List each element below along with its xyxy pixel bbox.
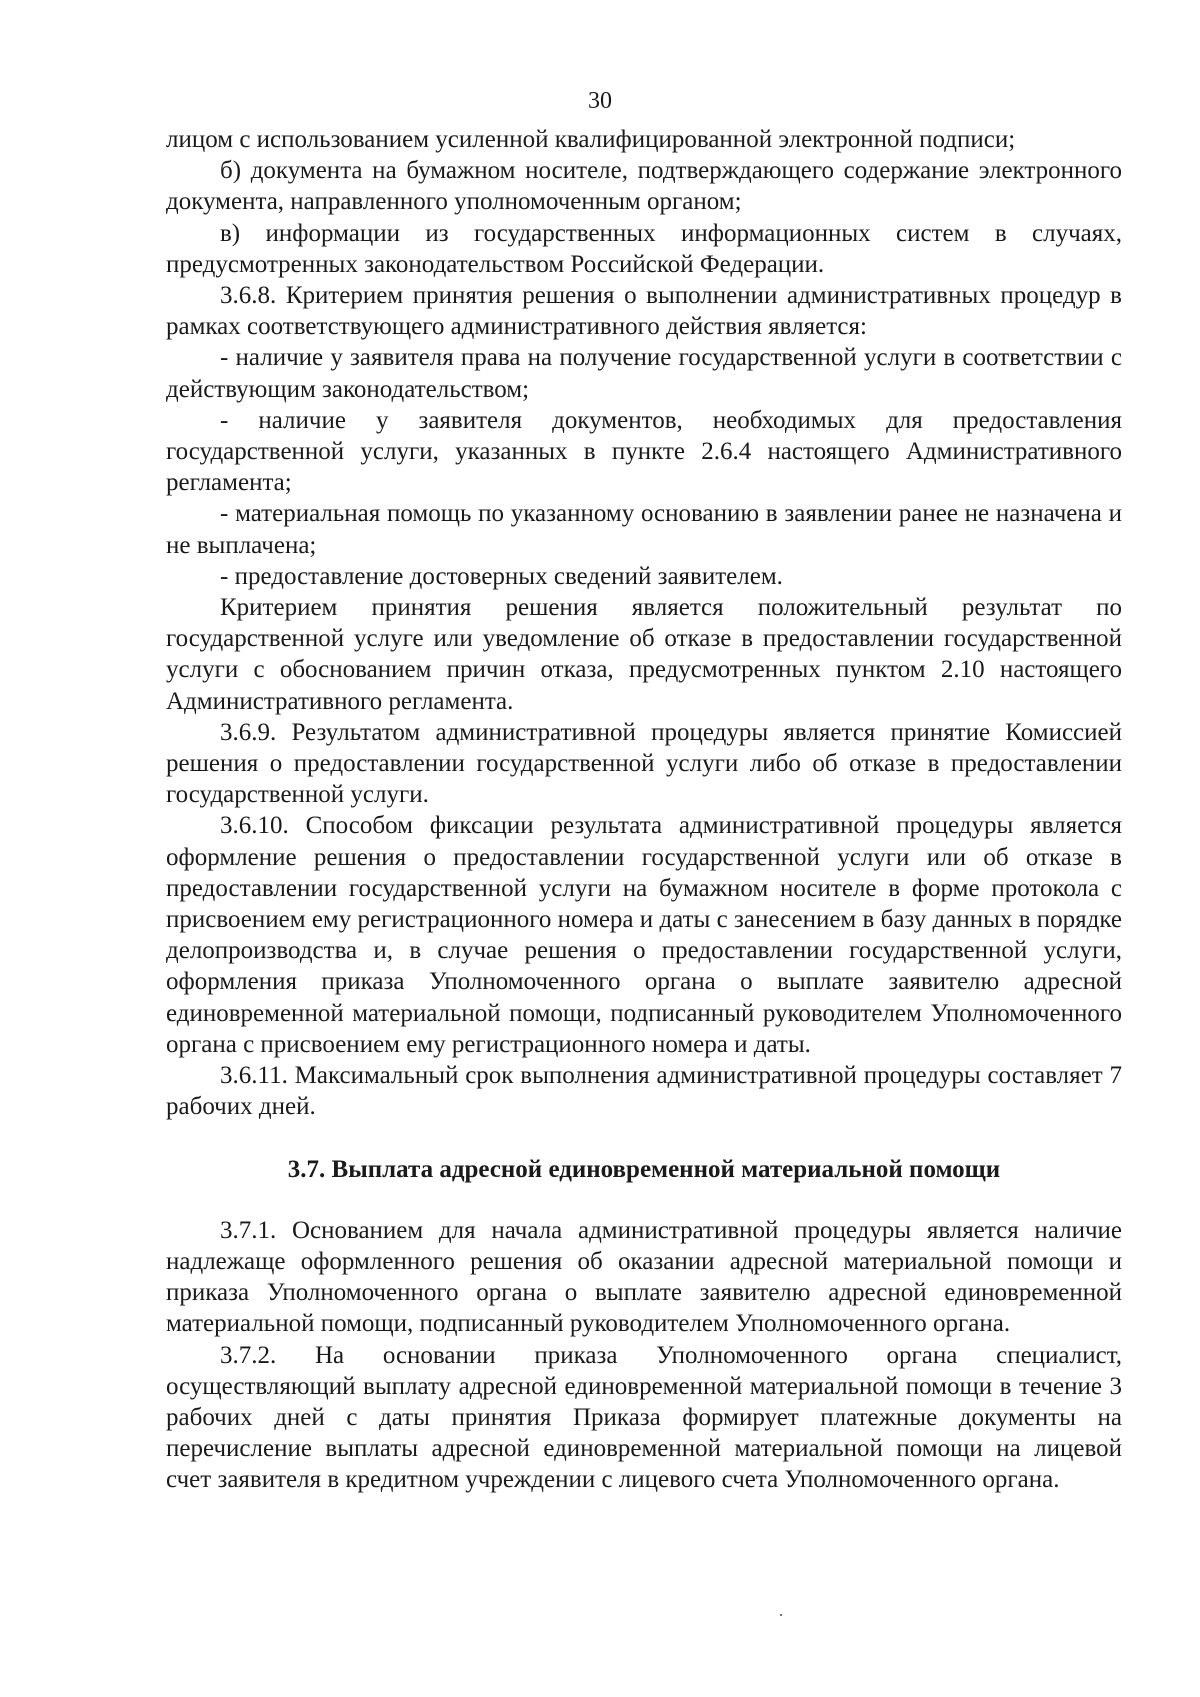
paragraph: 3.6.8. Критерием принятия решения о выполнении административных процедур в рамках соответствующего административного действия является: <box>166 282 1122 341</box>
paragraph: Критерием принятия решения является положительный результат по государственной услуге или уведомление об отказе в предоставлении государственной услуги с обоснованием причин отказа, предусмотренных пунктом 2.10 настоящего Административного регламента. <box>166 594 1122 715</box>
scan-speck <box>780 1614 782 1616</box>
paragraph: - наличие у заявителя права на получение государственной услуги в соответствии с действующим законодательством; <box>166 344 1122 403</box>
page-number: 30 <box>588 88 612 114</box>
paragraph: - наличие у заявителя документов, необходимых для предоставления государственной услуги, указанных в пункте 2.6.4 настоящего Административного регламента; <box>166 406 1122 497</box>
paragraph: - предоставление достоверных сведений заявителем. <box>220 562 783 590</box>
paragraph: б) документа на бумажном носителе, подтверждающего содержание электронного документа, направленного уполномоченным органом; <box>166 157 1122 216</box>
document-body <box>166 124 1122 1496</box>
paragraph: 3.6.9. Результатом административной процедуры является принятие Комиссией решения о предоставлении государственной услуги либо об отказе в предоставлении государственной услуги. <box>166 718 1122 809</box>
paragraph: 3.7.1. Основанием для начала административной процедуры является наличие надлежаще оформленного решения об оказании адресной материальной помощи и приказа Уполномоченного органа о выплате заявителю адресной единовременной материальной помощи, подписанный руководителем Уполномоченного органа. <box>166 1216 1122 1338</box>
paragraph: в) информации из государственных информационных систем в случаях, предусмотренных законодательством Российской Федерации. <box>166 219 1122 278</box>
paragraph: 3.6.10. Способом фиксации результата административной процедуры является оформление решения о предоставлении государственной услуги или об отказе в предоставлении государственной услуги на бумажном носителе в форме протокола с присвоением ему регистрационного номера и даты с занесением в базу данных в порядке делопроизводства и, в случае решения о предоставлении государственной услуги, оформления приказа Уполномоченного органа о выплате заявителю адресной единовременной материальной помощи, подписанный руководителем Уполномоченного органа с присвоением ему регистрационного номера и даты. <box>166 812 1122 1058</box>
paragraph: 3.7.2. На основании приказа Уполномоченного органа специалист, осуществляющий выплату адресной единовременной материальной помощи в течение 3 рабочих дней с даты принятия Приказа формирует платежные документы на перечисление выплаты адресной единовременной материальной помощи на лицевой счет заявителя в кредитном учреждении с лицевого счета Уполномоченного органа. <box>166 1341 1122 1494</box>
paragraph: 3.6.11. Максимальный срок выполнения административной процедуры составляет 7 рабочих дней. <box>166 1062 1122 1121</box>
paragraph: лицом с использованием усиленной квалифицированной электронной подписи; <box>166 126 1016 153</box>
paragraph: - материальная помощь по указанному основанию в заявлении ранее не назначена и не выплачена; <box>166 500 1122 559</box>
section-heading: 3.7. Выплата адресной единовременной материальной помощи <box>287 1155 1001 1183</box>
